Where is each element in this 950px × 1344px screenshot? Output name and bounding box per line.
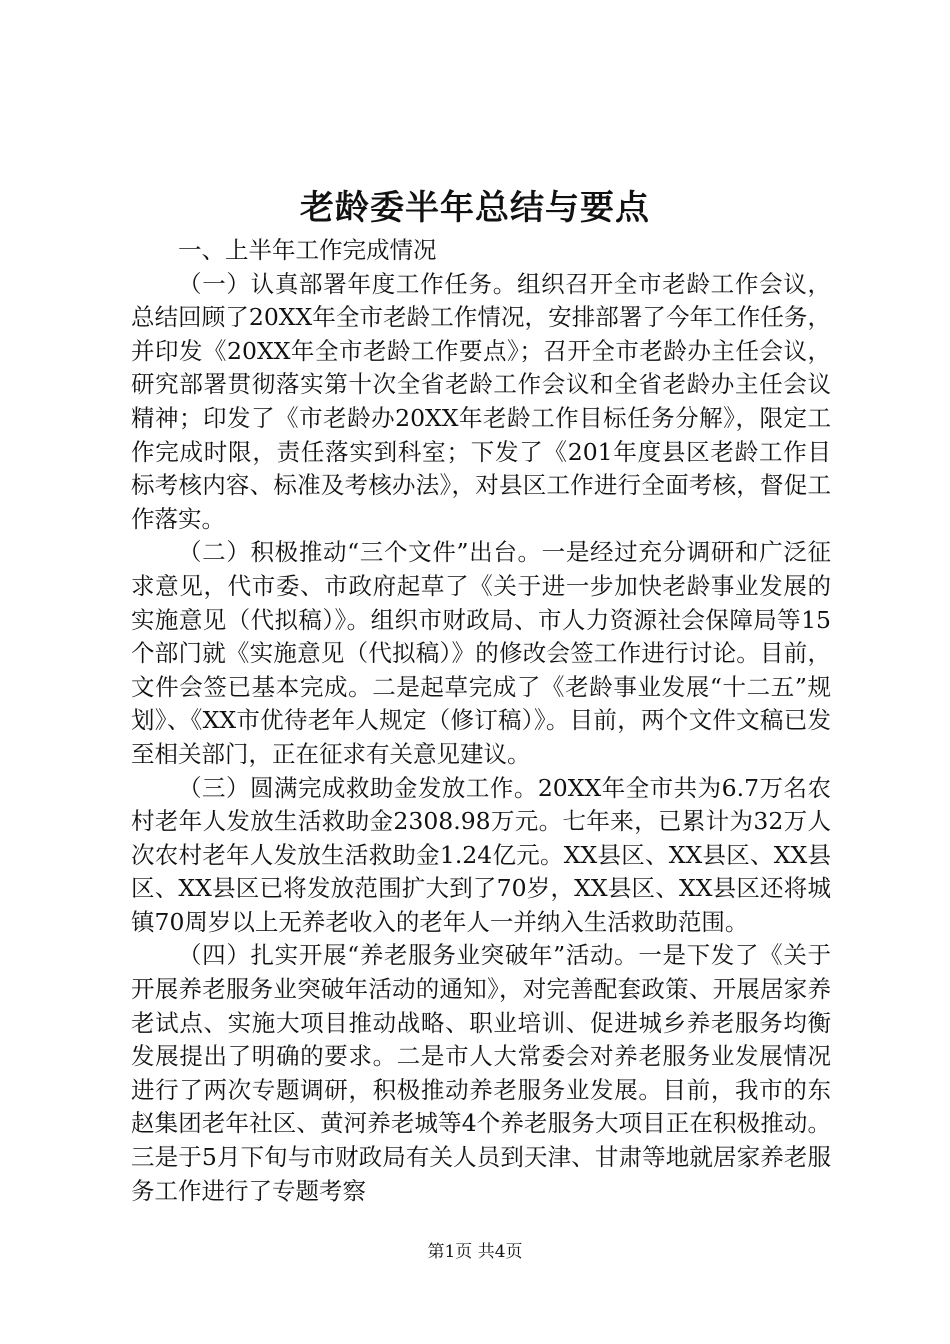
page-title: 老龄委半年总结与要点	[300, 188, 650, 228]
section-heading: 一、上半年工作完成情况	[178, 236, 437, 264]
paragraph-3: （三）圆满完成救助金发放工作。20XX年全市共为6.7万名农村老年人发放生活救助金2308.98万元。七年来，已累计为32万人次农村老年人发放生活救助金1.24亿元。XX县区、XX县区、XX县区、XX县区已将发放范围扩大到了70岁，XX县区、XX县区还将城镇70周岁以上无养老收入的老年人一并纳入生活救助范围。	[131, 773, 831, 936]
paragraph-2: （二）积极推动“三个文件”出台。一是经过充分调研和广泛征求意见，代市委、市政府起草了《关于进一步加快老龄事业发展的实施意见（代拟稿）》。组织市财政局、市人力资源社会保障局等15个部门就《实施意见（代拟稿）》的修改会签工作进行讨论。目前，文件会签已基本完成。二是起草完成了《老龄事业发展“十二五”规划》、《XX市优待老年人规定（修订稿）》。目前，两个文件文稿已发至相关部门，正在征求有关意见建议。	[131, 538, 831, 768]
paragraph-1: （一）认真部署年度工作任务。组织召开全市老龄工作会议，总结回顾了20XX年全市老龄工作情况，安排部署了今年工作任务，并印发《20XX年全市老龄工作要点》；召开全市老龄办主任会议，研究部署贯彻落实第十次全省老龄工作会议和全省老龄办主任会议精神；印发了《市老龄办20XX年老龄工作目标任务分解》，限定工作完成时限，责任落实到科室；下发了《201年度县区老龄工作目标考核内容、标准及考核办法》，对县区工作进行全面考核，督促工作落实。	[131, 269, 831, 533]
paragraph-4: （四）扎实开展“养老服务业突破年”活动。一是下发了《关于开展养老服务业突破年活动的通知》，对完善配套政策、开展居家养老试点、实施大项目推动战略、职业培训、促进城乡养老服务均衡发展提出了明确的要求。二是市人大常委会对养老服务业发展情况进行了两次专题调研，积极推动养老服务业发展。目前，我市的东赵集团老年社区、黄河养老城等4个养老服务大项目正在积极推动。三是于5月下旬与市财政局有关人员到天津、甘肃等地就居家养老服务工作进行了专题考察	[131, 941, 831, 1205]
page-footer: 第1页 共4页	[427, 1242, 523, 1262]
document-body	[131, 234, 831, 1208]
